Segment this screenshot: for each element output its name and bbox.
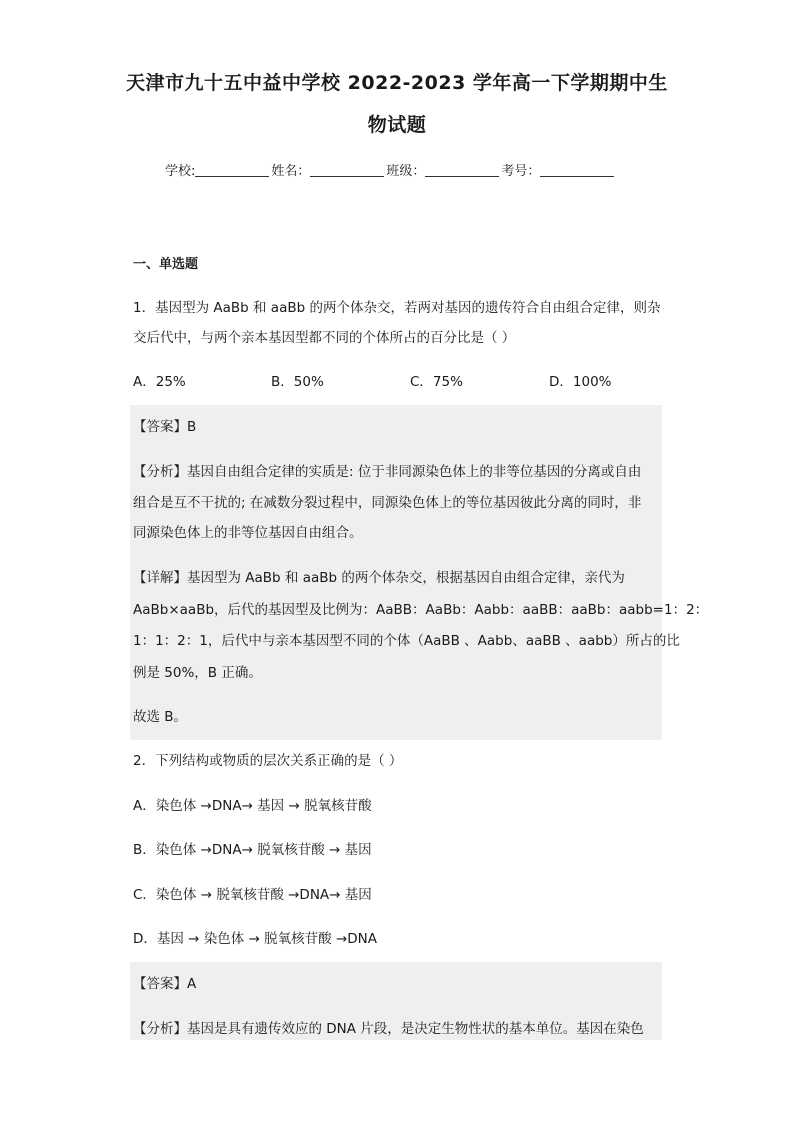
q1-detail-line-3: 1：1：2：1，后代中与亲本基因型不同的个体（AaBB 、Aabb、aaBB 、aabb）所占的比 bbox=[133, 633, 680, 649]
name-blank[interactable] bbox=[310, 163, 384, 177]
q1-option-a: A．25% bbox=[133, 374, 186, 390]
q1-stem-line-2: 交后代中，与两个亲本基因型都不同的个体所占的百分比是（ ） bbox=[133, 330, 516, 346]
q1-analysis-line-3: 同源染色体上的非等位基因自由组合。 bbox=[133, 525, 363, 541]
document-title-line-2: 物试题 bbox=[367, 114, 427, 136]
q1-analysis-line-1: 【分析】基因自由组合定律的实质是: 位于非同源染色体上的非等位基因的分离或自由 bbox=[133, 464, 642, 480]
q1-detail-line-2: AaBb×aaBb，后代的基因型及比例为：AaBB：AaBb：Aabb：aaBB：aaBb：aabb=1：2： bbox=[133, 602, 709, 618]
q2-option-d: D．基因 → 染色体 → 脱氧核苷酸 →DNA bbox=[133, 931, 378, 947]
student-info-row bbox=[165, 160, 616, 179]
school-label: 学校: bbox=[165, 164, 196, 179]
q2-option-a: A．染色体 →DNA→ 基因 → 脱氧核苷酸 bbox=[133, 798, 372, 814]
q2-analysis-line-1: 【分析】基因是具有遗传效应的 DNA 片段，是决定生物性状的基本单位。基因在染色 bbox=[133, 1021, 644, 1037]
q1-detail-line-1: 【详解】基因型为 AaBb 和 aaBb 的两个体杂交，根据基因自由组合定律，亲代为 bbox=[133, 570, 625, 586]
exam-no-label: 考号： bbox=[501, 164, 541, 179]
q1-detail-line-4: 例是 50%，B 正确。 bbox=[133, 665, 262, 681]
q1-answer: 【答案】B bbox=[133, 419, 197, 435]
q1-analysis-line-2: 组合是互不干扰的; 在减数分裂过程中，同源染色体上的等位基因彼此分离的同时，非 bbox=[133, 495, 642, 511]
exam-no-blank[interactable] bbox=[540, 163, 614, 177]
school-blank[interactable] bbox=[195, 163, 269, 177]
name-label: 姓名： bbox=[271, 164, 311, 179]
q1-conclusion: 故选 B。 bbox=[133, 709, 188, 725]
q1-option-d: D．100% bbox=[549, 374, 612, 390]
class-label: 班级： bbox=[386, 164, 426, 179]
q1-stem-line-1: 1．基因型为 AaBb 和 aaBb 的两个体杂交，若两对基因的遗传符合自由组合定律，则杂 bbox=[133, 300, 661, 316]
class-blank[interactable] bbox=[425, 163, 499, 177]
q1-option-c: C．75% bbox=[410, 374, 463, 390]
q2-option-b: B．染色体 →DNA→ 脱氧核苷酸 → 基因 bbox=[133, 842, 372, 858]
document-title-line-1: 天津市九十五中益中学校 2022-2023 学年高一下学期期中生 bbox=[126, 72, 668, 94]
q1-option-b: B．50% bbox=[271, 374, 324, 390]
q2-answer: 【答案】A bbox=[133, 976, 197, 992]
q2-option-c: C．染色体 → 脱氧核苷酸 →DNA→ 基因 bbox=[133, 887, 372, 903]
q2-stem: 2．下列结构或物质的层次关系正确的是（ ） bbox=[133, 753, 403, 769]
section-heading: 一、单选题 bbox=[133, 257, 199, 272]
